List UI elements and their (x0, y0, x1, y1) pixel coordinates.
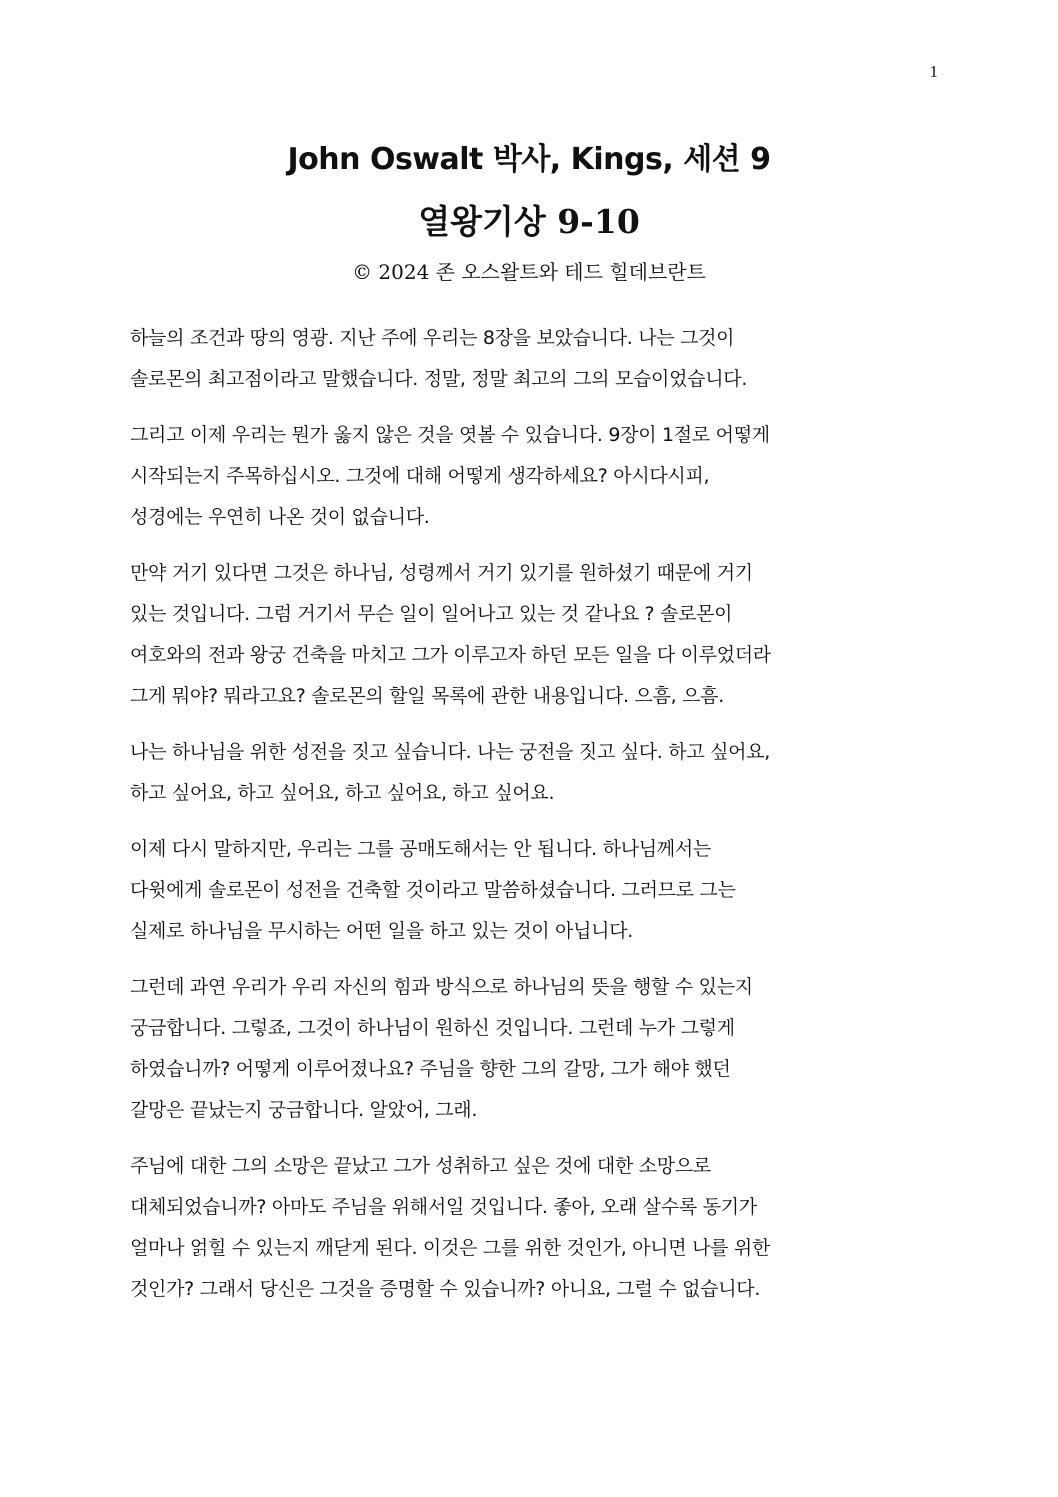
text-line: 그런데 과연 우리가 우리 자신의 힘과 방식으로 하나님의 뜻을 행할 수 있는지 (130, 976, 753, 998)
page-number: 1 (929, 62, 938, 81)
document-title: John Oswalt 박사, Kings, 세션 9 (287, 142, 771, 177)
text-line: 솔로몬의 최고점이라고 말했습니다. 정말, 정말 최고의 그의 모습이었습니다. (130, 368, 748, 390)
paragraph (130, 1146, 930, 1310)
text-line: 실제로 하나님을 무시하는 어떤 일을 하고 있는 것이 아닙니다. (130, 920, 634, 942)
paragraph (130, 415, 930, 538)
text-line: 시작되는지 주목하십시오. 그것에 대해 어떻게 생각하세요? 아시다시피, (130, 465, 710, 487)
text-line: 그리고 이제 우리는 뭔가 옳지 않은 것을 엿볼 수 있습니다. 9장이 1절로 어떻게 (130, 424, 770, 446)
paragraph (130, 967, 930, 1131)
text-line: 주님에 대한 그의 소망은 끝났고 그가 성취하고 싶은 것에 대한 소망으로 (130, 1155, 711, 1177)
text-line: 하늘의 조건과 땅의 영광. 지난 주에 우리는 8장을 보았습니다. 나는 그것이 (130, 327, 735, 349)
text-line: 만약 거기 있다면 그것은 하나님, 성령께서 거기 있기를 원하셨기 때문에 거기 (130, 562, 753, 584)
text-line: 이제 다시 말하지만, 우리는 그를 공매도해서는 안 됩니다. 하나님께서는 (130, 838, 711, 860)
text-line: 대체되었습니까? 아마도 주님을 위해서일 것입니다. 좋아, 오래 살수록 동기가 (130, 1196, 757, 1218)
text-line: 나는 하나님을 위한 성전을 짓고 싶습니다. 나는 궁전을 짓고 싶다. 하고 싶어요, (130, 741, 771, 763)
text-line: 하였습니까? 어떻게 이루어졌나요? 주님을 향한 그의 갈망, 그가 해야 했던 (130, 1058, 731, 1080)
paragraph (130, 829, 930, 952)
text-line: 궁금합니다. 그렇죠, 그것이 하나님이 원하신 것입니다. 그런데 누가 그렇게 (130, 1017, 735, 1039)
paragraph (130, 732, 930, 814)
document-subtitle: 열왕기상 9-10 (418, 202, 640, 241)
document-body (130, 318, 930, 1325)
copyright-line: © 2024 존 오스왈트와 테드 힐데브란트 (352, 260, 706, 284)
text-line: 여호와의 전과 왕궁 건축을 마치고 그가 이루고자 하던 모든 일을 다 이루었더라 (130, 644, 771, 666)
text-line: 하고 싶어요, 하고 싶어요, 하고 싶어요, 하고 싶어요. (130, 782, 555, 804)
text-line: 그게 뭐야? 뭐라고요? 솔로몬의 할일 목록에 관한 내용입니다. 으흠, 으흠. (130, 685, 724, 707)
text-line: 얼마나 얽힐 수 있는지 깨닫게 된다. 이것은 그를 위한 것인가, 아니면 나를 위한 (130, 1237, 771, 1259)
text-line: 것인가? 그래서 당신은 그것을 증명할 수 있습니까? 아니요, 그럴 수 없습니다. (130, 1278, 761, 1300)
text-line: 성경에는 우연히 나온 것이 없습니다. (130, 506, 430, 528)
paragraph (130, 318, 930, 400)
text-line: 다윗에게 솔로몬이 성전을 건축할 것이라고 말씀하셨습니다. 그러므로 그는 (130, 879, 736, 901)
paragraph (130, 553, 930, 717)
text-line: 있는 것입니다. 그럼 거기서 무슨 일이 일어나고 있는 것 같나요 ? 솔로몬이 (130, 603, 733, 625)
text-line: 갈망은 끝났는지 궁금합니다. 알았어, 그래. (130, 1099, 478, 1121)
